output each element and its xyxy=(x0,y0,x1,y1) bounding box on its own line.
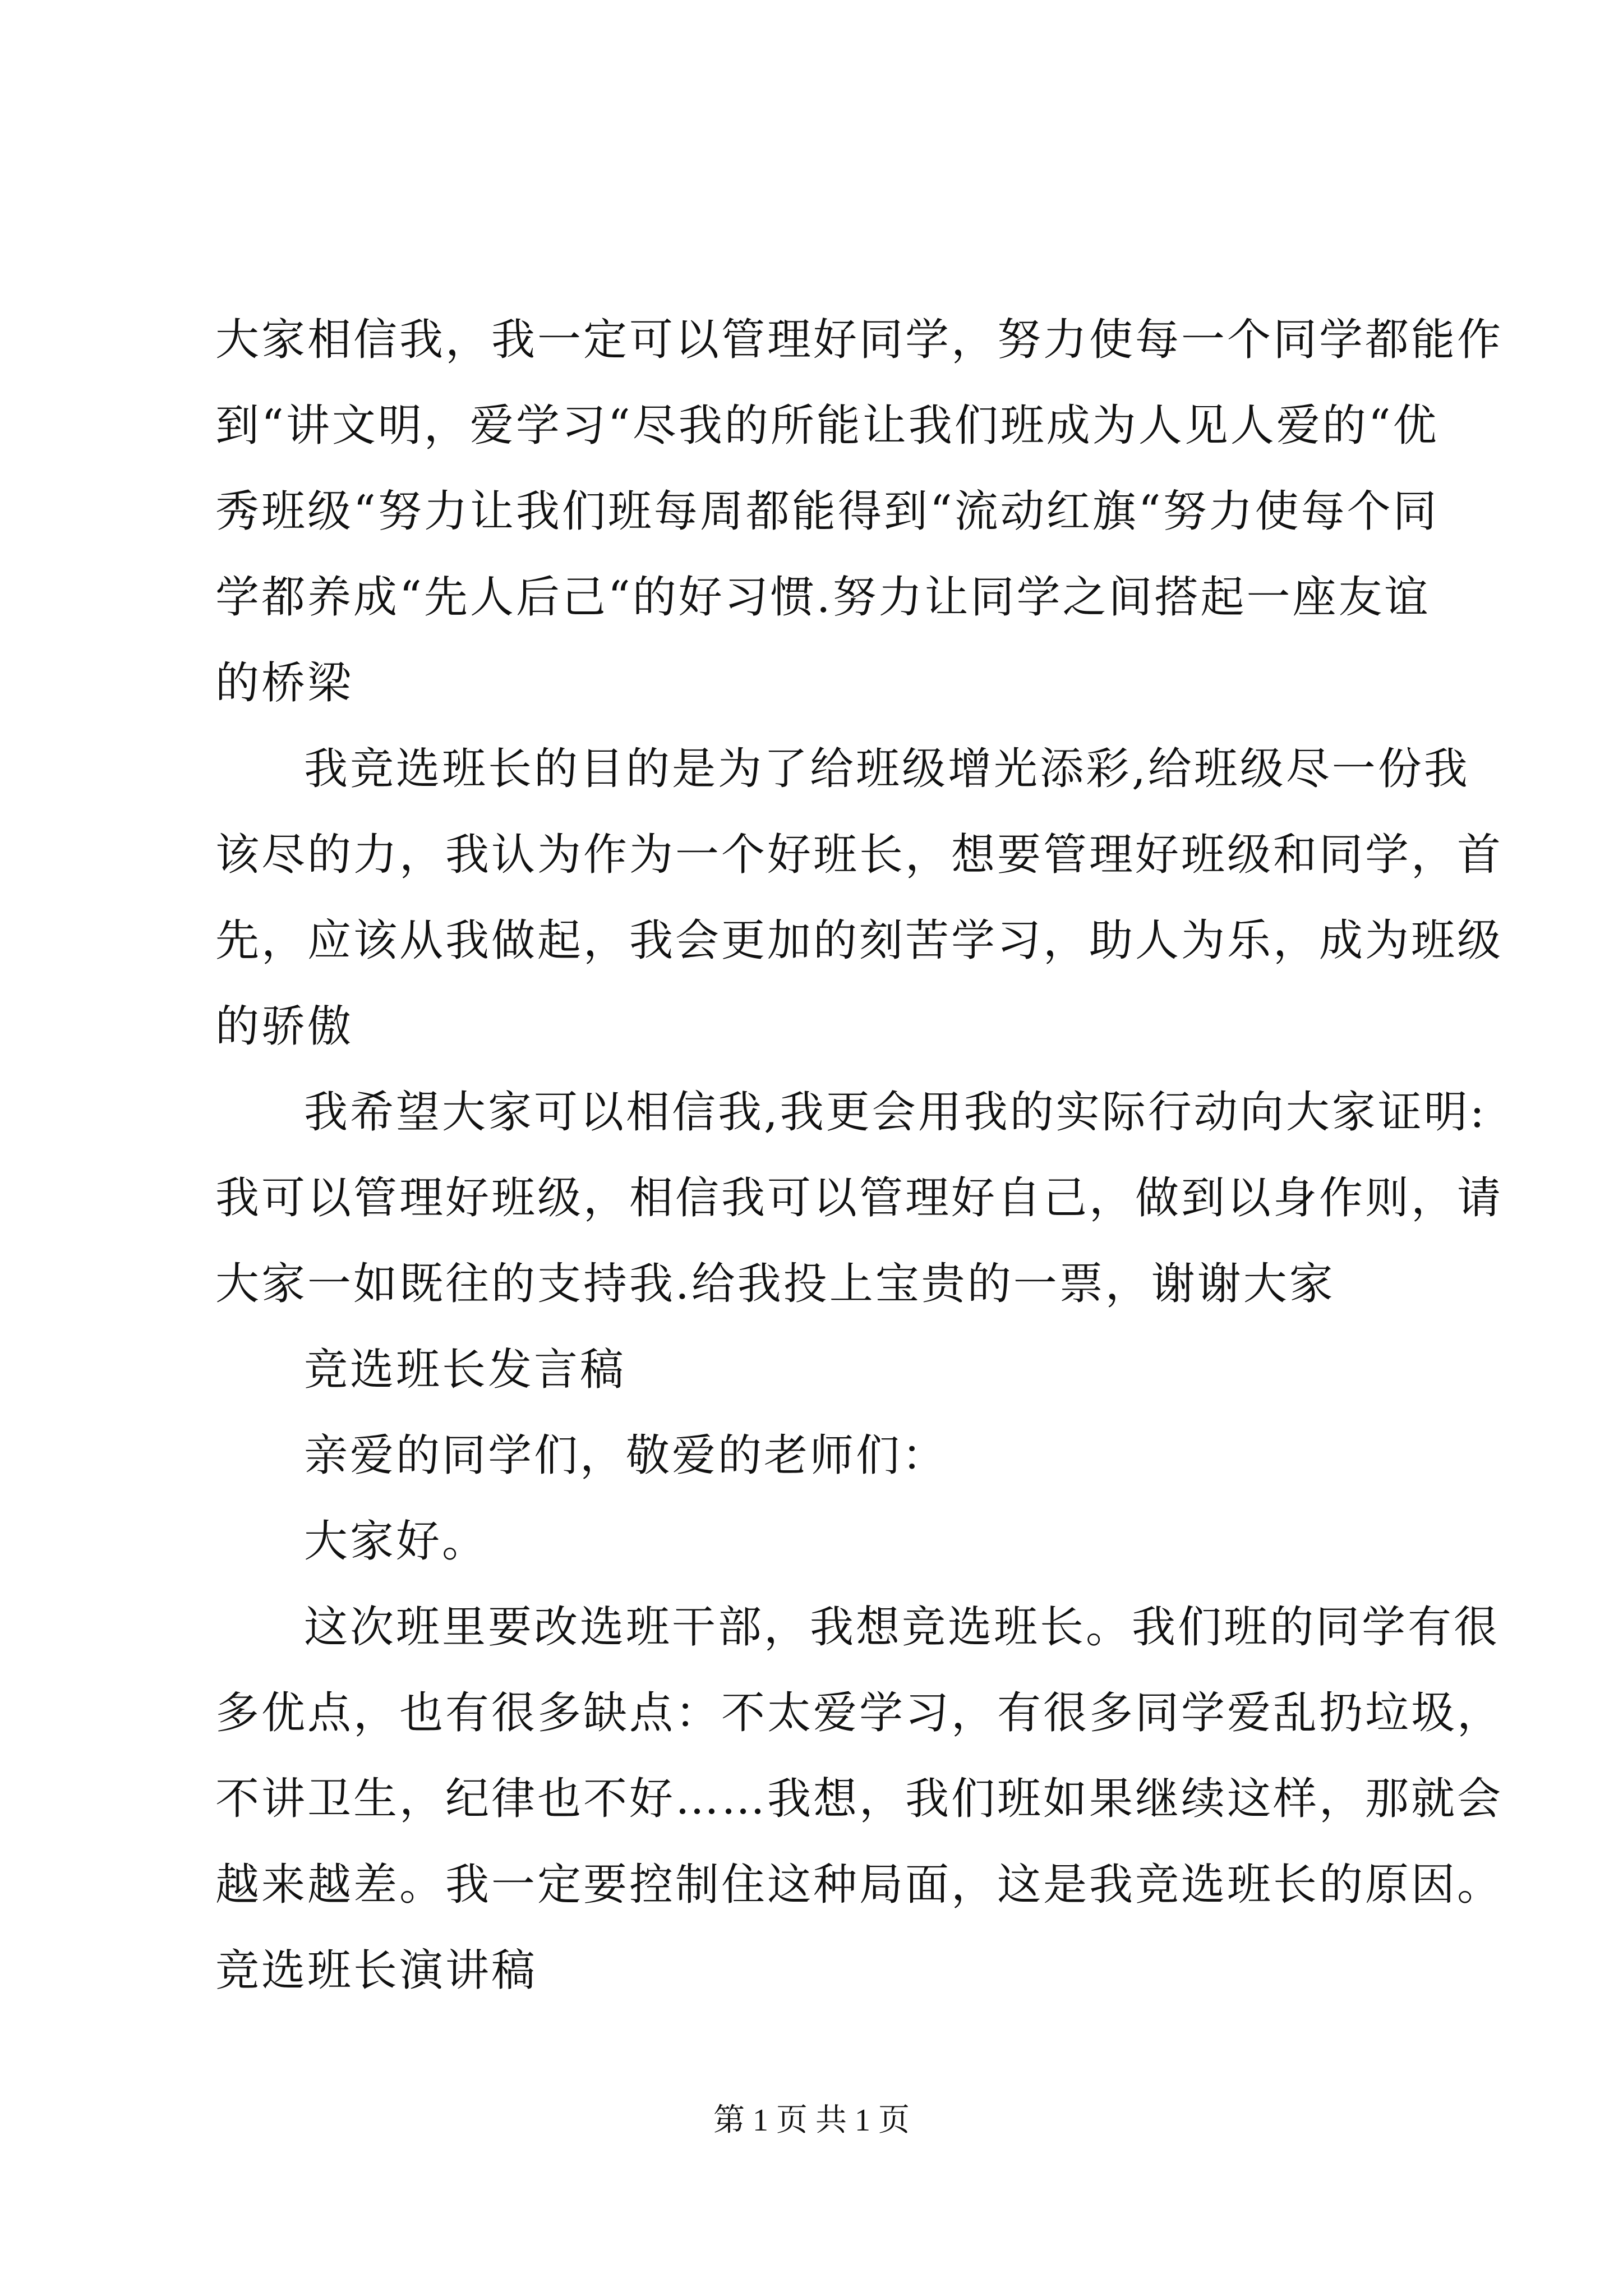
salutation: 亲爱的同学们，敬爱的老师们： xyxy=(304,1430,948,1481)
text-line: 大家一如既往的支持我.给我投上宝贵的一票，谢谢大家 xyxy=(215,1259,1335,1309)
text-line: 我可以管理好班级，相信我可以管理好自己，做到以身作则，请 xyxy=(215,1173,1504,1223)
document-body xyxy=(215,297,1504,2014)
text-line: 学都养成“先人后己“的好习惯.努力让同学之间搭起一座友谊 xyxy=(215,572,1431,623)
text-line: 的桥梁 xyxy=(215,658,354,708)
text-line: 我希望大家可以相信我,我更会用我的实际行动向大家证明: xyxy=(304,1087,1487,1138)
text-line: 我竞选班长的目的是为了给班级增光添彩,给班级尽一份我 xyxy=(304,744,1470,794)
section-heading: 竞选班长发言稿 xyxy=(304,1345,626,1395)
text-line: 到“讲文明，爱学习“尽我的所能让我们班成为人见人爱的“优 xyxy=(215,401,1439,451)
text-line: 不讲卫生，纪律也不好……我想，我们班如果继续这样，那就会 xyxy=(215,1774,1504,1824)
text-line: 多优点，也有很多缺点：不太爱学习，有很多同学爱乱扔垃圾， xyxy=(215,1688,1504,1738)
text-line: 这次班里要改选班干部，我想竞选班长。我们班的同学有很 xyxy=(304,1602,1500,1653)
greeting: 大家好。 xyxy=(304,1516,488,1567)
text-line: 大家相信我，我一定可以管理好同学，努力使每一个同学都能作 xyxy=(215,315,1504,365)
page-number-footer: 第 1 页 共 1 页 xyxy=(713,2103,910,2138)
text-line: 该尽的力，我认为作为一个好班长，想要管理好班级和同学，首 xyxy=(215,830,1504,880)
section-heading: 竞选班长演讲稿 xyxy=(215,1945,538,1996)
text-line: 越来越差。我一定要控制住这种局面，这是我竞选班长的原因。 xyxy=(215,1860,1504,1910)
text-line: 秀班级“努力让我们班每周都能得到“流动红旗“努力使每个同 xyxy=(215,486,1439,537)
text-line: 的骄傲 xyxy=(215,1001,354,1052)
text-line: 先，应该从我做起，我会更加的刻苦学习，助人为乐，成为班级 xyxy=(215,915,1504,966)
